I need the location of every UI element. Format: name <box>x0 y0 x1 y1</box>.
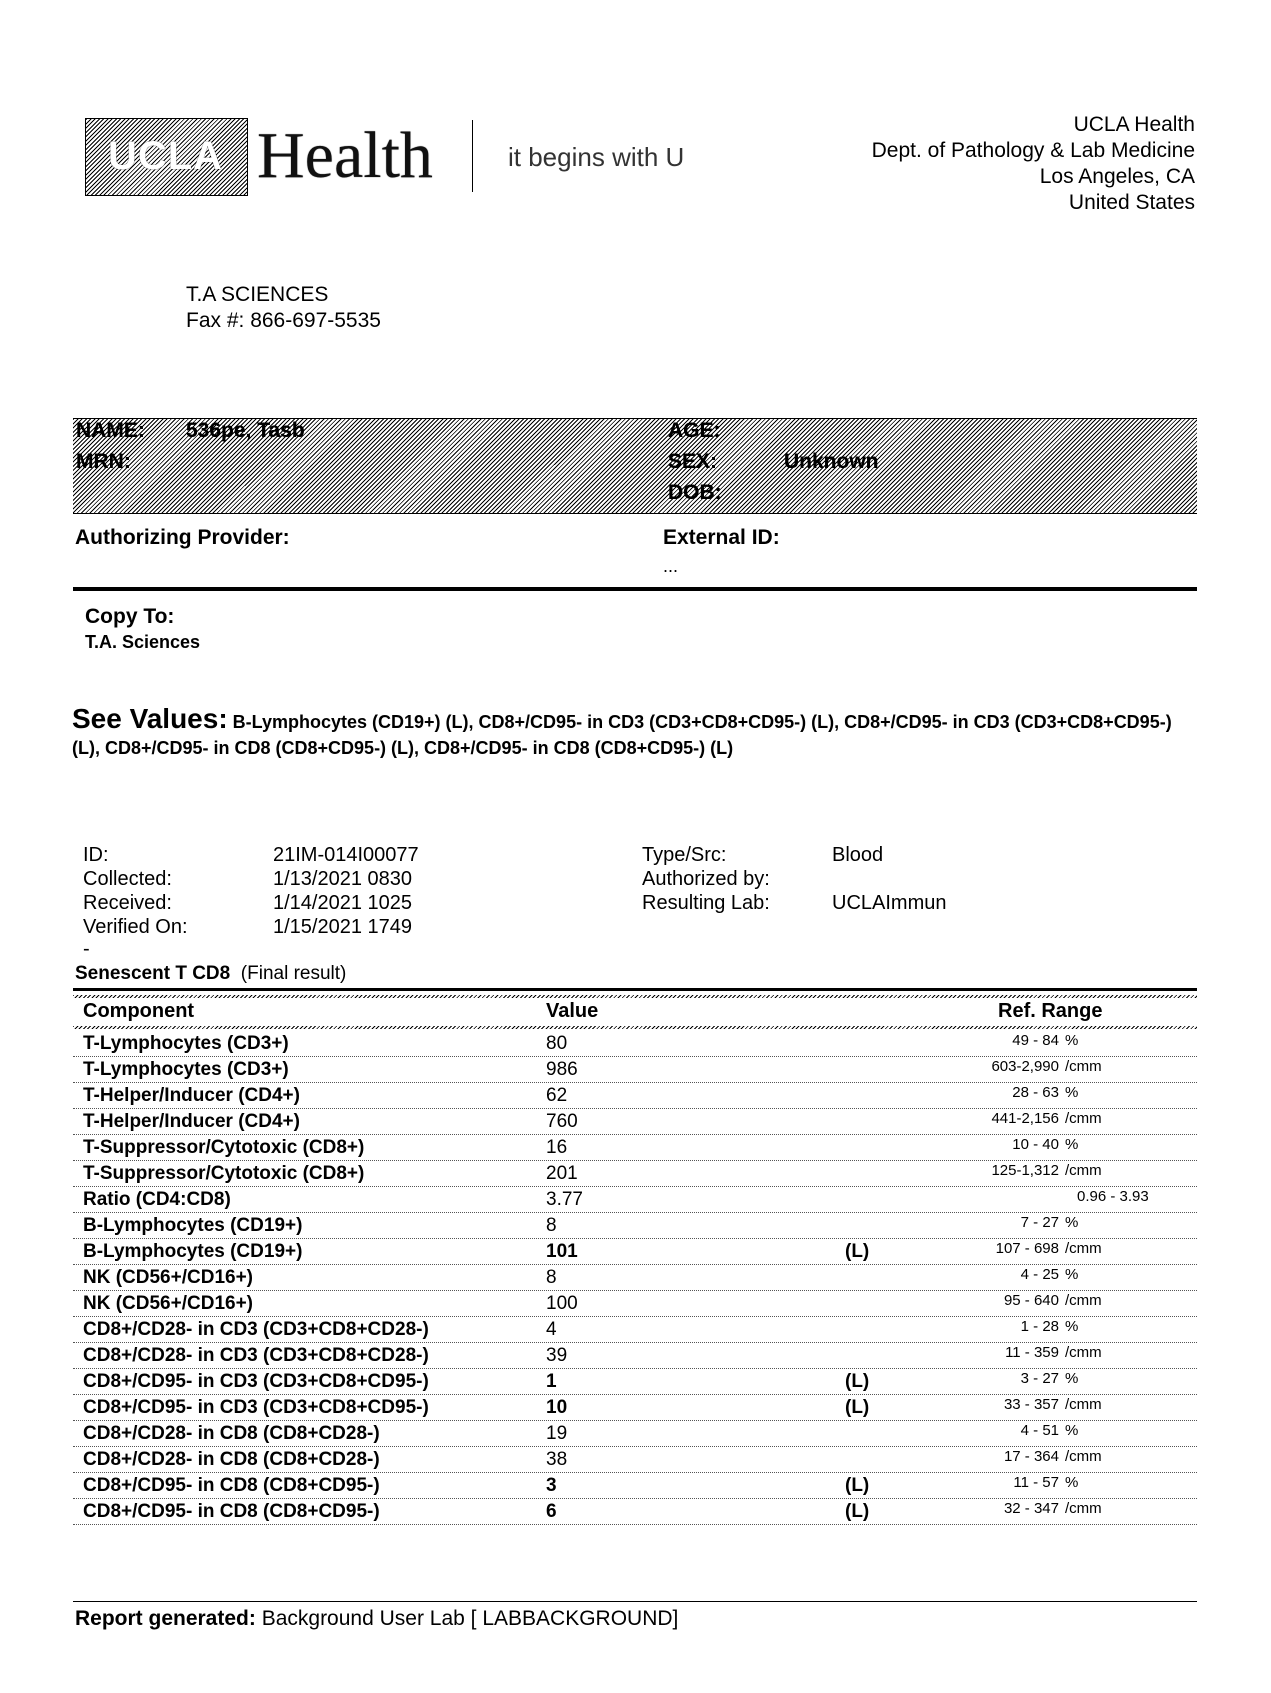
row-component: CD8+/CD28- in CD8 (CD8+CD28-) <box>83 1449 380 1470</box>
table-row <box>73 1420 1197 1447</box>
row-unit: % <box>1065 1422 1079 1439</box>
dash-marker: - <box>83 938 90 960</box>
row-component: NK (CD56+/CD16+) <box>83 1267 253 1288</box>
id-label: ID: <box>83 844 109 866</box>
copy-to-value: T.A. Sciences <box>85 632 201 652</box>
logo-health-text: Health <box>257 119 433 192</box>
row-ref-range: 32 - 347 <box>1003 1500 1059 1517</box>
row-value: 8 <box>546 1267 557 1288</box>
row-ref-range: 441-2,156 <box>991 1110 1059 1127</box>
row-component: CD8+/CD95- in CD8 (CD8+CD95-) <box>83 1475 380 1496</box>
table-row <box>73 1134 1197 1161</box>
table-header-rule <box>73 1026 1197 1029</box>
row-unit: /cmm <box>1065 1110 1102 1127</box>
logo-tagline: it begins with U <box>508 142 685 172</box>
row-component: CD8+/CD28- in CD3 (CD3+CD8+CD28-) <box>83 1319 429 1340</box>
org-line-country: United States <box>1068 191 1195 214</box>
authorizing-provider-label: Authorizing Provider: <box>75 526 290 549</box>
row-ref-range: 95 - 640 <box>1003 1292 1059 1309</box>
row-ref-range: 11 - 57 <box>1013 1474 1059 1491</box>
copy-to-label: Copy To: <box>85 605 175 628</box>
row-unit: /cmm <box>1065 1058 1102 1075</box>
row-ref-range: 4 - 51 <box>1020 1422 1059 1439</box>
table-title <box>75 963 346 985</box>
header-value: Value <box>546 1000 599 1022</box>
authorized-by-label: Authorized by: <box>642 868 770 890</box>
row-flag: (L) <box>845 1501 870 1522</box>
row-component: T-Lymphocytes (CD3+) <box>83 1059 289 1080</box>
row-ref-range: 107 - 698 <box>995 1240 1059 1257</box>
table-row <box>73 1368 1197 1395</box>
row-flag: (L) <box>845 1371 870 1392</box>
verified-label: Verified On: <box>83 916 188 938</box>
row-ref-range: 125-1,312 <box>991 1162 1059 1179</box>
row-component: CD8+/CD95- in CD3 (CD3+CD8+CD95-) <box>83 1397 429 1418</box>
table-row <box>73 1394 1197 1421</box>
patient-sex-value: Unknown <box>784 450 879 473</box>
row-value: 10 <box>546 1397 568 1418</box>
footer-label: Report generated: <box>75 1607 256 1630</box>
row-value: 100 <box>546 1293 578 1314</box>
row-unit: /cmm <box>1065 1396 1102 1413</box>
row-value: 101 <box>546 1241 578 1262</box>
table-row <box>73 1446 1197 1473</box>
row-unit: /cmm <box>1065 1500 1102 1517</box>
row-component: CD8+/CD28- in CD8 (CD8+CD28-) <box>83 1423 380 1444</box>
row-value: 80 <box>546 1033 568 1054</box>
type-value: Blood <box>832 844 884 866</box>
row-unit: /cmm <box>1065 1448 1102 1465</box>
row-unit: % <box>1065 1084 1079 1101</box>
resulting-lab-label: Resulting Lab: <box>642 892 770 914</box>
row-flag: (L) <box>845 1397 870 1418</box>
row-value: 760 <box>546 1111 578 1132</box>
table-row <box>73 1498 1197 1525</box>
external-id-value: ... <box>663 556 679 576</box>
row-value: 1 <box>546 1371 557 1392</box>
patient-name-value: 536pe, Tasb <box>186 419 305 442</box>
patient-sex-label: SEX: <box>668 450 718 473</box>
footer-rule <box>73 1601 1197 1602</box>
verified-value: 1/15/2021 1749 <box>273 916 413 938</box>
row-value: 986 <box>546 1059 578 1080</box>
row-component: T-Lymphocytes (CD3+) <box>83 1033 289 1054</box>
recipient-fax: Fax #: 866-697-5535 <box>186 309 381 332</box>
table-row <box>73 1056 1197 1083</box>
row-ref-range: 11 - 359 <box>1005 1344 1059 1361</box>
row-value: 6 <box>546 1501 557 1522</box>
patient-name-label: NAME: <box>76 419 145 442</box>
collected-value: 1/13/2021 0830 <box>273 868 413 890</box>
row-component: T-Suppressor/Cytotoxic (CD8+) <box>83 1137 365 1158</box>
type-label: Type/Src: <box>642 844 727 866</box>
row-ref-range: 17 - 364 <box>1003 1448 1059 1465</box>
row-ref-range: 3 - 27 <box>1020 1370 1059 1387</box>
row-value: 19 <box>546 1423 568 1444</box>
table-row <box>73 1212 1197 1239</box>
row-ref-range: 49 - 84 <box>1012 1032 1059 1049</box>
logo-divider <box>472 120 473 192</box>
see-values-summary <box>72 703 1202 761</box>
row-component: T-Helper/Inducer (CD4+) <box>83 1085 300 1106</box>
row-component: NK (CD56+/CD16+) <box>83 1293 253 1314</box>
table-top-rule <box>73 988 1197 991</box>
row-component: B-Lymphocytes (CD19+) <box>83 1241 303 1262</box>
row-value: 8 <box>546 1215 557 1236</box>
row-value: 38 <box>546 1449 568 1470</box>
row-unit: /cmm <box>1065 1162 1102 1179</box>
resulting-lab-value: UCLAImmun <box>832 892 947 914</box>
row-ref-range: 603-2,990 <box>991 1058 1059 1075</box>
row-value: 39 <box>546 1345 568 1366</box>
row-component: CD8+/CD28- in CD3 (CD3+CD8+CD28-) <box>83 1345 429 1366</box>
row-unit: % <box>1065 1266 1079 1283</box>
row-unit: % <box>1065 1318 1079 1335</box>
table-row <box>73 1342 1197 1369</box>
row-ref-range: 33 - 357 <box>1003 1396 1059 1413</box>
row-unit: /cmm <box>1065 1344 1102 1361</box>
see-values-label: See Values: <box>72 703 228 734</box>
row-ref-range: 7 - 27 <box>1020 1214 1059 1231</box>
row-value: 3.77 <box>546 1189 583 1210</box>
row-unit: /cmm <box>1065 1240 1102 1257</box>
row-component: CD8+/CD95- in CD8 (CD8+CD95-) <box>83 1501 380 1522</box>
row-unit: % <box>1065 1136 1079 1153</box>
table-row <box>73 1160 1197 1187</box>
row-ref-range: 10 - 40 <box>1012 1136 1059 1153</box>
table-row <box>73 1108 1197 1135</box>
row-ref-range: 4 - 25 <box>1020 1266 1059 1283</box>
table-title-status: (Final result) <box>240 963 347 984</box>
table-row <box>73 1030 1197 1057</box>
row-component: CD8+/CD95- in CD3 (CD3+CD8+CD95-) <box>83 1371 429 1392</box>
row-value: 16 <box>546 1137 568 1158</box>
row-value: 4 <box>546 1319 557 1340</box>
recipient-name: T.A SCIENCES <box>186 283 329 306</box>
row-value: 62 <box>546 1085 568 1106</box>
patient-age-label: AGE: <box>668 419 721 442</box>
org-line-name: UCLA Health <box>1073 113 1195 136</box>
table-row <box>73 1186 1197 1213</box>
org-line-city: Los Angeles, CA <box>1039 165 1195 188</box>
table-row <box>73 1472 1197 1499</box>
table-row <box>73 1264 1197 1291</box>
row-flag: (L) <box>845 1241 870 1262</box>
organization-address <box>872 112 1195 216</box>
recipient-block <box>186 282 381 334</box>
table-title-name: Senescent T CD8 <box>75 963 231 984</box>
table-row <box>73 1082 1197 1109</box>
table-header-row <box>73 998 1197 1026</box>
row-component: B-Lymphocytes (CD19+) <box>83 1215 303 1236</box>
row-component: Ratio (CD4:CD8) <box>83 1189 231 1210</box>
row-unit: % <box>1065 1474 1079 1491</box>
received-label: Received: <box>83 892 172 914</box>
section-rule <box>73 587 1197 591</box>
row-component: T-Helper/Inducer (CD4+) <box>83 1111 300 1132</box>
row-unit: % <box>1065 1370 1079 1387</box>
header-ref-range: Ref. Range <box>998 1000 1103 1022</box>
row-unit: % <box>1065 1214 1079 1231</box>
row-value: 201 <box>546 1163 578 1184</box>
received-value: 1/14/2021 1025 <box>273 892 413 914</box>
row-ref-range: 0.96 - 3.93 <box>1077 1188 1149 1205</box>
header-component: Component <box>83 1000 195 1022</box>
patient-mrn-label: MRN: <box>76 450 131 473</box>
logo-ucla-text: UCLA <box>107 134 224 178</box>
row-ref-range: 28 - 63 <box>1012 1084 1059 1101</box>
patient-dob-label: DOB: <box>668 481 722 504</box>
row-unit: /cmm <box>1065 1292 1102 1309</box>
row-component: T-Suppressor/Cytotoxic (CD8+) <box>83 1163 365 1184</box>
table-row <box>73 1290 1197 1317</box>
row-unit: % <box>1065 1032 1079 1049</box>
row-ref-range: 1 - 28 <box>1020 1318 1059 1335</box>
org-line-dept: Dept. of Pathology & Lab Medicine <box>871 139 1195 162</box>
report-footer <box>75 1607 678 1631</box>
table-row <box>73 1316 1197 1343</box>
row-flag: (L) <box>845 1475 870 1496</box>
row-value: 3 <box>546 1475 557 1496</box>
external-id-label: External ID: <box>663 526 780 549</box>
see-values-text: B-Lymphocytes (CD19+) (L), CD8+/CD95- in CD3 (CD3+CD8+CD95-) (L), CD8+/CD95- in CD3 (CD3+CD8+CD95-) (L), CD8+/CD95- in CD8 (CD8+CD95-) (L), CD8+/CD95- in CD8 (CD8+CD95-) (L) <box>72 712 1172 758</box>
table-row <box>73 1238 1197 1265</box>
id-value: 21IM-014I00077 <box>273 844 419 866</box>
footer-text: Background User Lab [ LABBACKGROUND] <box>261 1607 679 1630</box>
collected-label: Collected: <box>83 868 172 890</box>
